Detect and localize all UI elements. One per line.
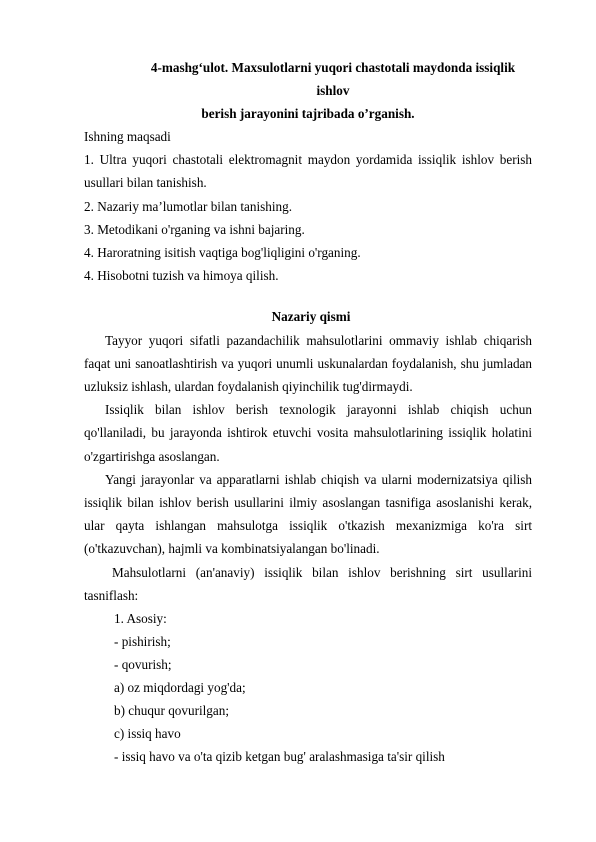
theory-heading: Nazariy qismi	[271, 309, 351, 325]
list-item: - issiq havo va o'ta qizib ketgan bug' aralashmasiga ta'sir qilish	[114, 749, 445, 765]
goal-item-4: 4. Haroratning isitish vaqtiga bog'liqligini o'rganing.	[84, 245, 361, 261]
theory-paragraph-4: Mahsulotlarni (an'anaviy) issiqlik bilan ishlov berishning sirt usullarini tasniflash:	[84, 564, 532, 603]
theory-paragraph-1: Tayyor yuqori sifatli pazandachilik mahsulotlarini ommaviy ishlab chiqarish faqat uni sanoatlashtirish va yuqori unumli uskunalardan foydalanish, shu jumladan uzluksiz ishlash, ulardan foydalanish qiyinchilik tug'dirmaydi.	[84, 332, 532, 395]
theory-section	[84, 305, 532, 768]
list-item: 1. Asosiy:	[114, 611, 167, 627]
method-list	[84, 607, 532, 768]
document-title	[84, 56, 532, 125]
document-page	[84, 56, 532, 768]
list-item: - qovurish;	[114, 657, 172, 673]
list-item: - pishirish;	[114, 634, 171, 650]
goal-item-3: 3. Metodikani o'rganing va ishni bajaring.	[84, 221, 305, 237]
theory-paragraph-2: Issiqlik bilan ishlov berish texnologik jarayonni ishlab chiqish uchun qo'llaniladi, bu jarayonda ishtirok etuvchi vosita mahsulotlarining issiqlik holatini o'zgartirishga asoslangan.	[84, 402, 532, 464]
list-item: b) chuqur qovurilgan;	[114, 703, 229, 719]
list-item: a) oz miqdordagi yog'da;	[114, 680, 246, 696]
goals-section	[84, 125, 532, 287]
title-line-1: 4-mashg‘ulot. Maxsulotlarni yuqori chastotali maydonda issiqlik ishlov	[150, 60, 516, 98]
list-item: c) issiq havo	[114, 726, 181, 742]
theory-paragraph-3: Yangi jarayonlar va apparatlarni ishlab chiqish va ularni modernizatsiya qilish issiqlik bilan ishlov berish usullarini ilmiy asoslangan tasnifiga asoslanishi kerak, ular qayta ishlangan mahsulotga issiqlik o'tkazish mexanizmiga ko'ra sirt (o'tkazuvchan), hajmli va kombinatsiyalangan bo'linadi.	[84, 471, 532, 557]
goal-item-1: 1. Ultra yuqori chastotali elektromagnit maydon yordamida issiqlik ishlov berish usullari bilan tanishish.	[84, 152, 532, 191]
goals-heading: Ishning maqsadi	[84, 129, 171, 144]
goal-item-5: 4. Hisobotni tuzish va himoya qilish.	[84, 268, 279, 284]
goal-item-2: 2. Nazariy ma’lumotlar bilan tanishing.	[84, 198, 293, 214]
title-line-2: berish jarayonini tajribada o’rganish.	[201, 106, 415, 121]
